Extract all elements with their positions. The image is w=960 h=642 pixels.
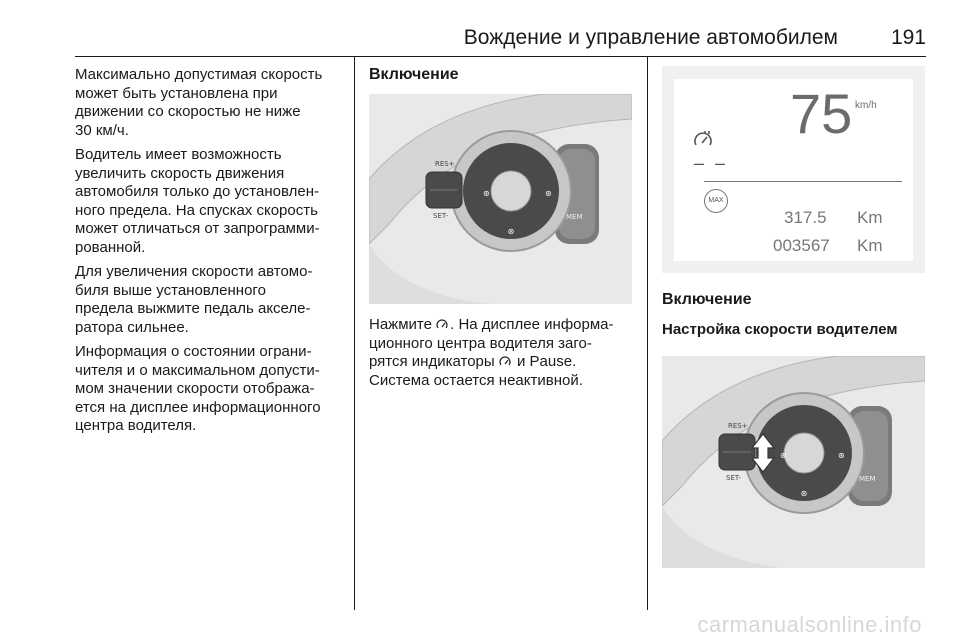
paragraph-enable [369,316,635,390]
steering-wheel-drawing [369,94,632,304]
display-screen [674,79,913,261]
instrument-display-illustration [662,66,925,273]
column-3 [662,66,926,568]
speed-limiter-icon-2 [499,355,513,369]
text-line-2: ционного центра водителя заго‐ [369,334,592,352]
display-rule [704,181,902,182]
display-unit: km/h [855,100,877,111]
column-1 [75,66,347,442]
text-display: . На дисплее информа‐ [450,316,614,333]
page-header [75,26,926,54]
svg-text:⊛: ⊛ [545,189,552,198]
section-heading: Включение [369,66,459,83]
page-number: 191 [890,26,926,49]
display-km-1: Km [857,208,883,227]
max-speed-icon: MAX [704,189,728,213]
set-label: SET- [433,212,449,220]
text-indicators: рятся индикаторы [369,353,499,370]
watermark: carmanualsonline.info [697,612,922,637]
column-2 [369,66,635,396]
column-divider-1 [354,57,355,610]
speed-limiter-icon [436,318,450,332]
text-pause: и Pause. [512,353,577,370]
svg-text:⊛: ⊛ [780,451,787,460]
subheading: Настройка скорости водителем [662,321,898,338]
display-dashes: – – [694,153,729,173]
paragraph-display-info: Информация о состоянии ограни‐ чителя и о максимальном допусти‐ мом значении скорости отобража‐ ется на дисплее информационного центра водителя. [75,343,321,434]
steering-wheel-illustration [369,94,632,304]
paragraph-accelerate: Для увеличения скорости автомо‐ биля выше установленного предела выжмите педаль акселе‐ ратора сильнее. [75,263,313,336]
display-odometer: 003567 [773,236,830,255]
text-press: Нажмите [369,316,437,333]
res-label-2: RES+ [728,422,748,430]
svg-text:⊛: ⊛ [507,227,515,236]
column-divider-2 [647,57,648,610]
display-km-2: Km [857,236,883,255]
svg-text:⊛: ⊛ [800,489,808,498]
svg-text:⊛: ⊛ [483,189,490,198]
svg-text:⊛: ⊛ [838,451,845,460]
header-rule [75,56,926,57]
mem-label-2: MEM [859,475,876,483]
set-label-2: SET- [726,474,742,482]
steering-wheel-drawing-2 [662,356,925,568]
header-title: Вождение и управление автомобилем [463,26,838,49]
steering-wheel-illustration-2 [662,356,925,568]
text-inactive: Система остается неактивной. [369,371,583,389]
paragraph-limit: Водитель имеет возможность увеличить скорость движения автомобиля только до установлен‐ ного предела. На спусках скорость может отличаться от запрограмми‐ рованной. [75,146,320,256]
mem-label: MEM [566,213,583,221]
paragraph-speed-set: Максимально допустимая скорость может быть установлена при движении со скоростью не ниже 30 км/ч. [75,66,323,139]
display-speed: 75 [790,82,853,145]
res-label: RES+ [435,160,455,168]
display-trip: 317.5 [784,208,827,227]
section-heading-2: Включение [662,291,752,308]
speed-limiter-display-icon [693,129,715,151]
